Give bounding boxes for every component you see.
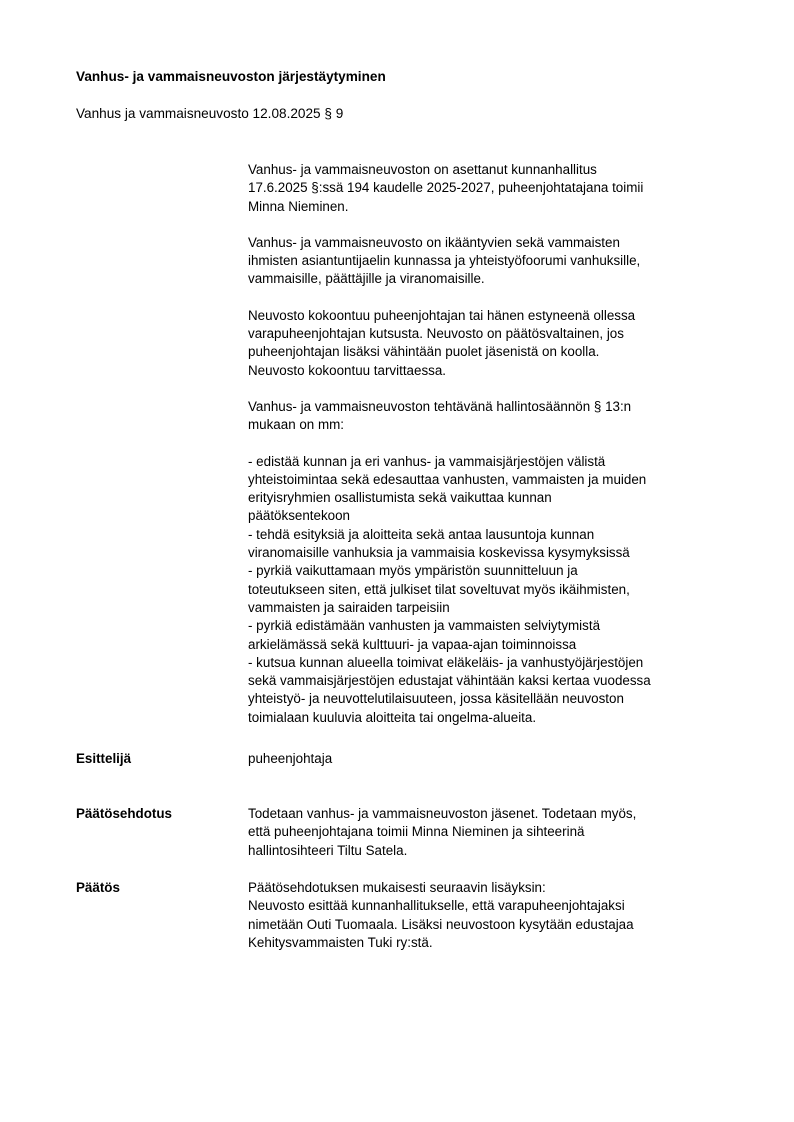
- paragraph-meetings: Neuvosto kokoontuu puheenjohtajan tai hänen estyneenä ollessa varapuheenjohtajan kutsusta. Neuvosto on päätösvaltainen, jos puheenjohtajan lisäksi vähintään puolet jäsenistä on koolla. Neuvosto kokoontuu tarvittaessa.: [248, 307, 636, 378]
- presenter-label: Esittelijä: [76, 751, 132, 766]
- decision-value: Päätösehdotuksen mukaisesti seuraavin lisäyksin: Neuvosto esittää kunnanhallitukselle, että varapuheenjohtajaksi nimetään Outi Tuomaala. Lisäksi neuvostoon kysytään edustajaa Kehitysvammaisten Tuki ry:stä.: [248, 880, 634, 950]
- proposal-value: Todetaan vanhus- ja vammaisneuvoston jäsenet. Todetaan myös, että puheenjohtajana toimii Minna Nieminen ja sihteerinä hallintosihteeri Tiltu Satela.: [248, 806, 637, 858]
- document-body: [248, 161, 734, 727]
- paragraph-appointment: Vanhus- ja vammaisneuvoston on asettanut kunnanhallitus 17.6.2025 §:ssä 194 kaudelle 2025-2027, puheenjohtatajana toimii Minna Nieminen.: [248, 162, 644, 214]
- paragraph-purpose: Vanhus- ja vammaisneuvosto on ikääntyvien sekä vammaisten ihmisten asiantuntijaelin kunnassa ja yhteistyöfoorumi vanhuksille, vammaisille, päättäjille ja viranomaisille.: [248, 234, 641, 287]
- duty-item: - tehdä esityksiä ja aloitteita sekä antaa lausuntoja kunnan viranomaisille vanhuksia ja vammaisia koskevissa kysymyksissä: [248, 526, 630, 561]
- duty-item: - pyrkiä edistämään vanhusten ja vammaisten selviytymistä arkielämässä sekä kulttuuri- ja vapaa-ajan toiminnoissa: [248, 618, 601, 652]
- meeting-line: Vanhus ja vammaisneuvosto 12.08.2025 § 9: [76, 106, 344, 121]
- duty-item: - edistää kunnan ja eri vanhus- ja vammaisjärjestöjen välistä yhteistoimintaa sekä edesauttaa vanhusten, vammaisten ja muiden erityisryhmien osallistumista sekä vaikuttaa kunnan päätöksentekoon: [248, 453, 647, 524]
- document-title: Vanhus- ja vammaisneuvoston järjestäytyminen: [76, 69, 386, 84]
- duty-item: - pyrkiä vaikuttamaan myös ympäristön suunnitteluun ja toteutukseen siten, että julkiset tilat soveltuvat myös ikäihmisten, vammaisten ja sairaiden tarpeisiin: [248, 563, 630, 615]
- decision-label: Päätös: [76, 880, 120, 895]
- proposal-label: Päätösehdotus: [76, 806, 172, 821]
- presenter-value: puheenjohtaja: [248, 751, 333, 766]
- duties-list: [248, 453, 734, 727]
- duty-item: - kutsua kunnan alueella toimivat eläkeläis- ja vanhustyöjärjestöjen sekä vammaisjärjestöjen edustajat vähintään kaksi kertaa vuodessa yhteistyö- ja neuvottelutilaisuuteen, jossa käsitellään neuvoston toimialaan kuuluvia aloitteita tai ongelma-alueita.: [248, 654, 651, 725]
- paragraph-duties-intro: Vanhus- ja vammaisneuvoston tehtävänä hallintosäännön § 13:n mukaan on mm:: [248, 398, 632, 433]
